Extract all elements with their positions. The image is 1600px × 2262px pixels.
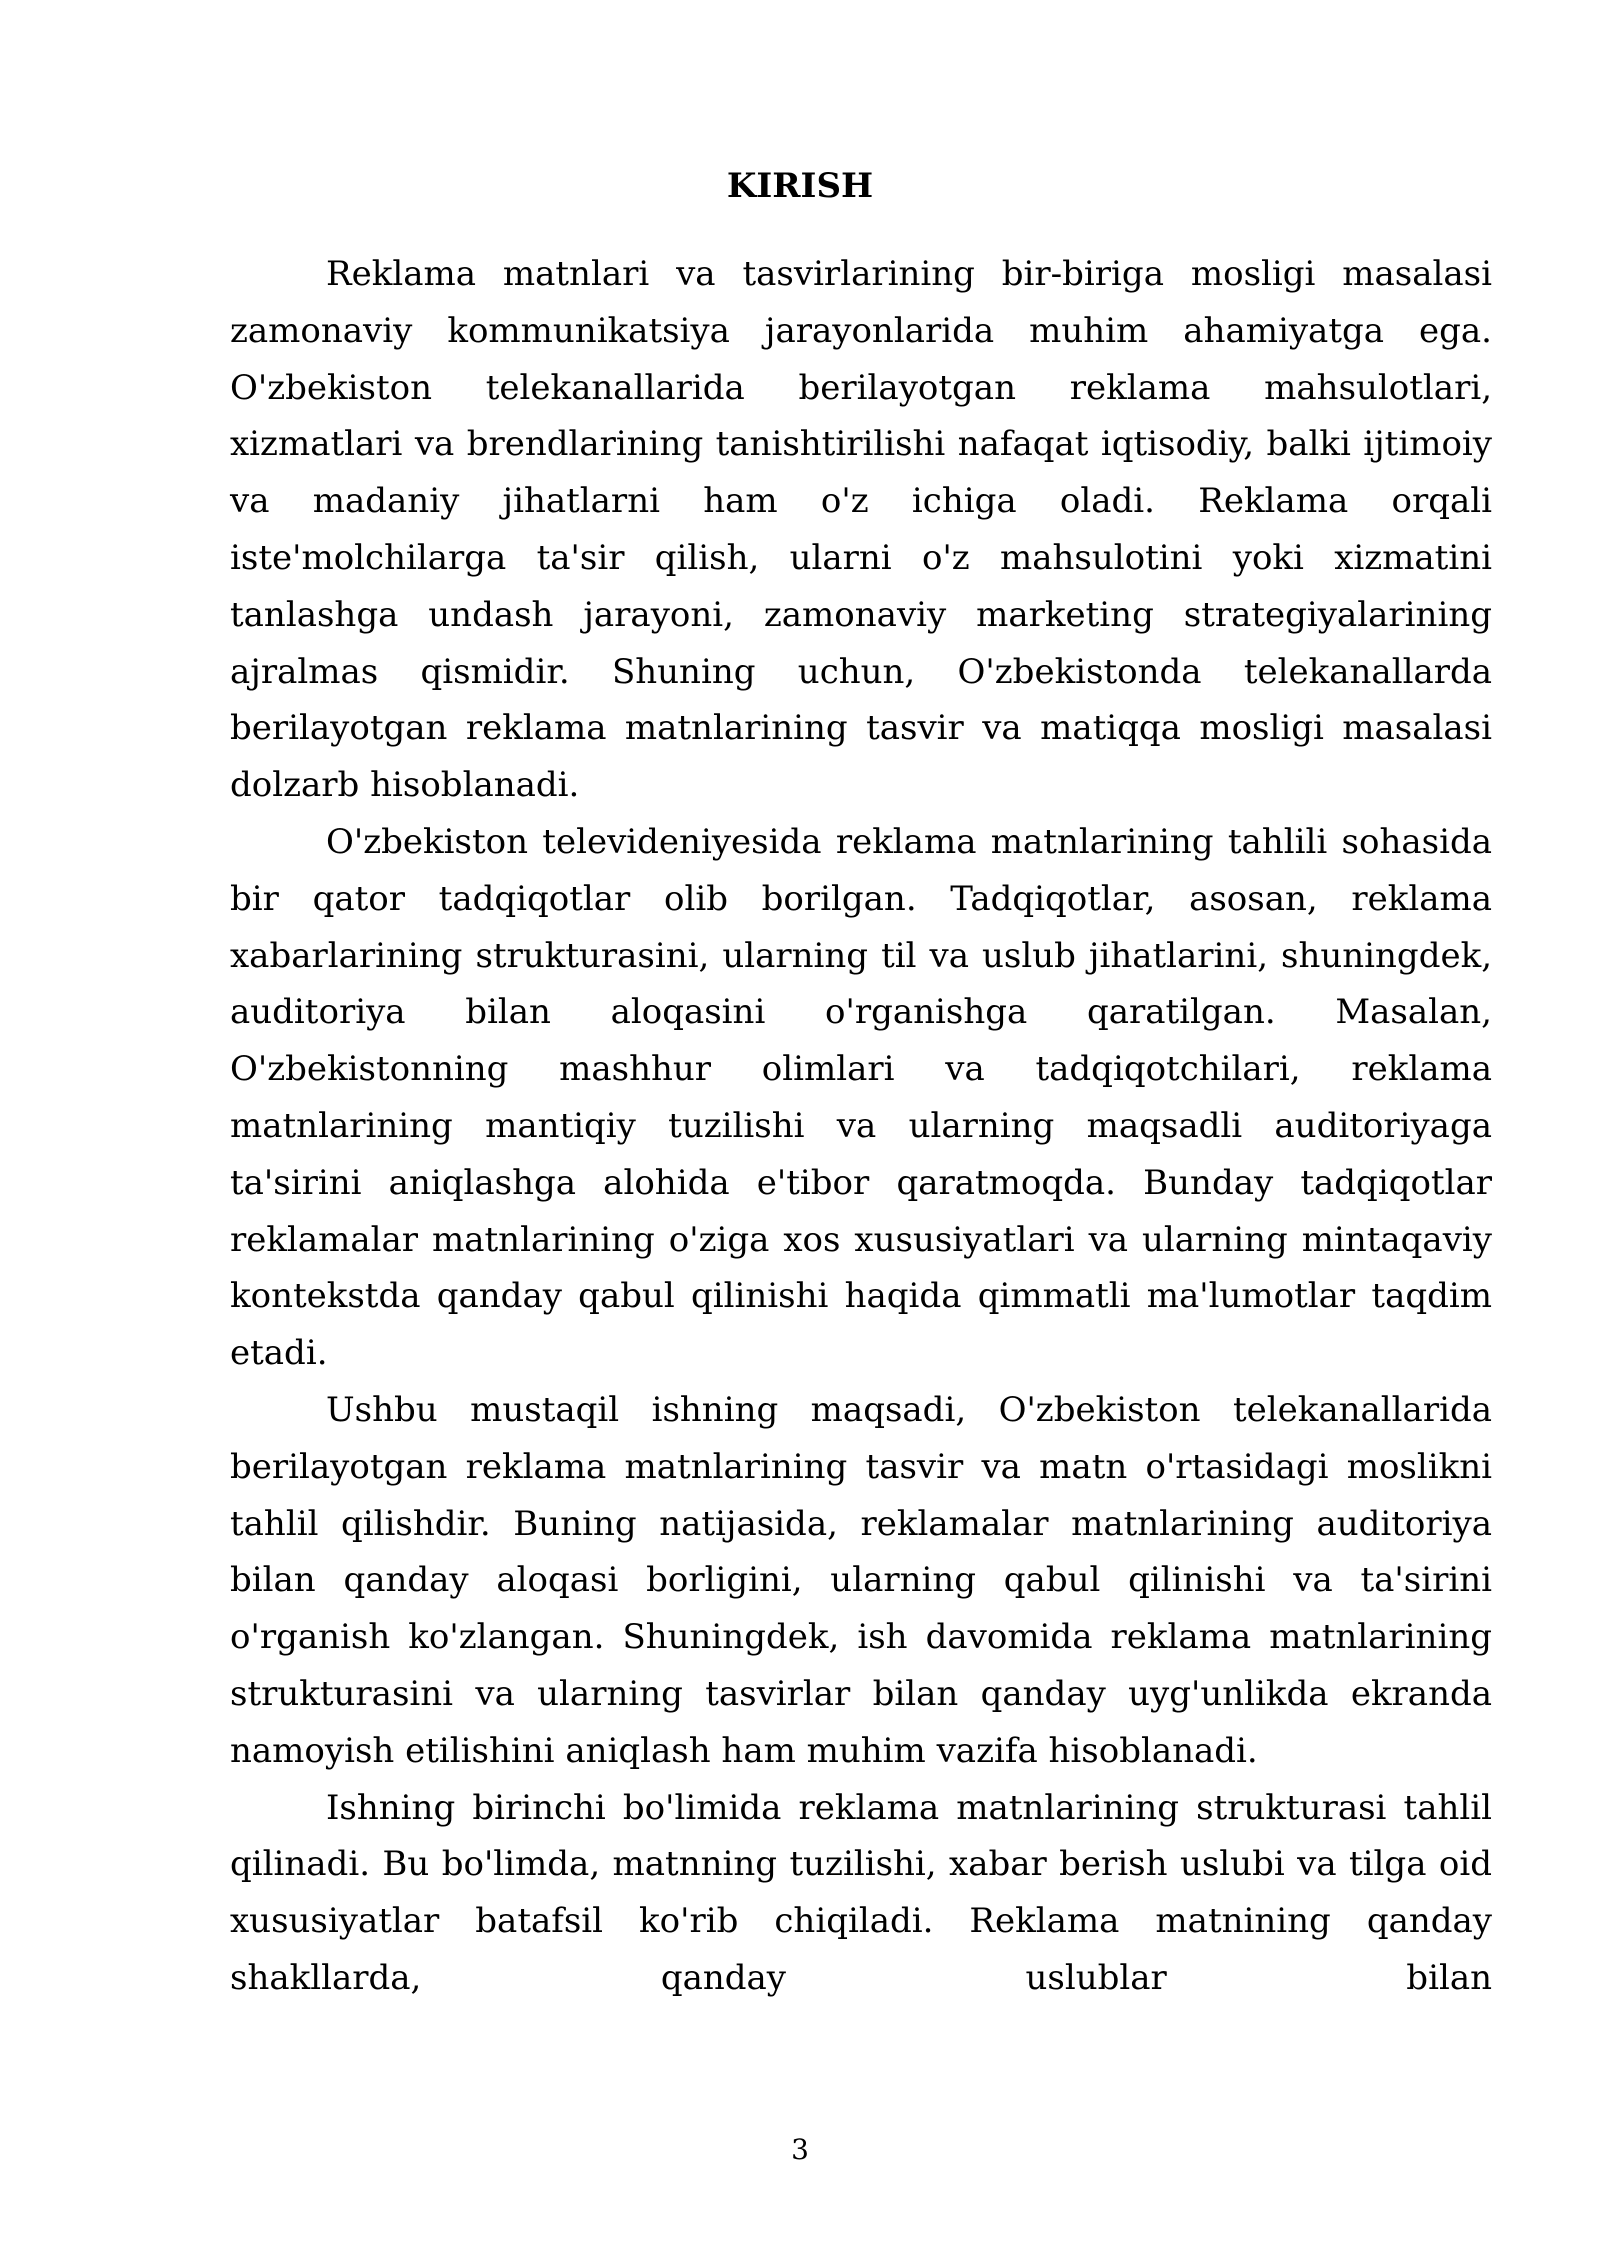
paragraph-4: Ishning birinchi bo'limida reklama matnlarining strukturasi tahlil qilinadi. Bu bo'limda, matnning tuzilishi, xabar berish uslubi va tilga oid xususiyatlar batafsil ko'rib chiqiladi. Reklama matnining qanday shakllarda, qanday uslublar bilan: [230, 1787, 1492, 1998]
section-title: KIRISH: [726, 166, 874, 206]
paragraph-2: O'zbekiston televideniyesida reklama matnlarining tahlili sohasida bir qator tadqiqotlar olib borilgan. Tadqiqotlar, asosan, reklama xabarlarining strukturasini, ularning til va uslub jihatlarini, shuningdek, auditoriya bilan aloqasini o'rganishga qaratilgan. Masalan, O'zbekistonning mashhur olimlari va tadqiqotchilari, reklama matnlarining mantiqiy tuzilishi va ularning maqsadli auditoriyaga ta'sirini aniqlashga alohida e'tibor qaratmoqda. Bunday tadqiqotlar reklamalar matnlarining o'ziga xos xususiyatlari va ularning mintaqaviy kontekstda qanday qabul qilinishi haqida qimmatli ma'lumotlar taqdim etadi.: [230, 821, 1492, 1374]
page-number: 3: [791, 2133, 809, 2166]
document-body: [230, 246, 1492, 2007]
paragraph-1: Reklama matnlari va tasvirlarining bir-biriga mosligi masalasi zamonaviy kommunikatsiya jarayonlarida muhim ahamiyatga ega. O'zbekiston telekanallarida berilayotgan reklama mahsulotlari, xizmatlari va brendlarining tanishtirilishi nafaqat iqtisodiy, balki ijtimoiy va madaniy jihatlarni ham o'z ichiga oladi. Reklama orqali iste'molchilarga ta'sir qilish, ularni o'z mahsulotini yoki xizmatini tanlashga undash jarayoni, zamonaviy marketing strategiyalarining ajralmas qismidir. Shuning uchun, O'zbekistonda telekanallarda berilayotgan reklama matnlarining tasvir va matiqqa mosligi masalasi dolzarb hisoblanadi.: [230, 254, 1492, 806]
paragraph-3: Ushbu mustaqil ishning maqsadi, O'zbekiston telekanallarida berilayotgan reklama matnlarining tasvir va matn o'rtasidagi moslikni tahlil qilishdir. Buning natijasida, reklamalar matnlarining auditoriya bilan qanday aloqasi borligini, ularning qabul qilinishi va ta'sirini o'rganish ko'zlangan. Shuningdek, ish davomida reklama matnlarining strukturasini va ularning tasvirlar bilan qanday uyg'unlikda ekranda namoyish etilishini aniqlash ham muhim vazifa hisoblanadi.: [230, 1389, 1492, 1771]
